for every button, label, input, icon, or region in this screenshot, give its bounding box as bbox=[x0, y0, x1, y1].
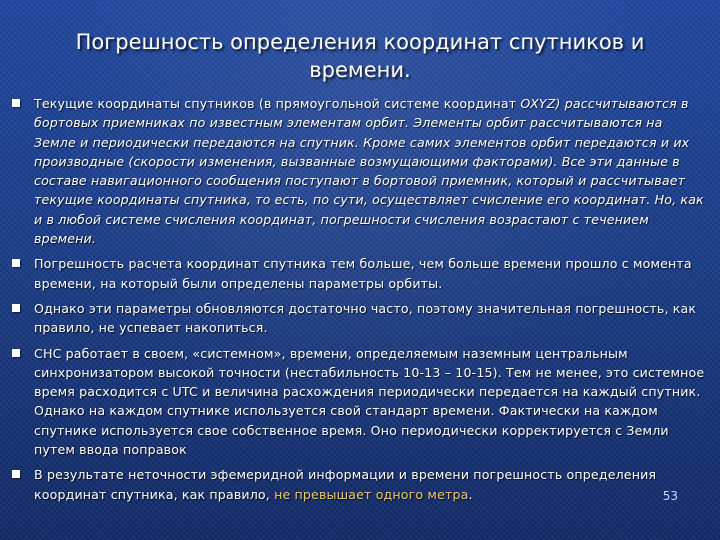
bullet-item bbox=[8, 465, 708, 504]
bullet-text: Однако эти параметры обновляются достаточно часто, поэтому значительная погрешность, как правило, не успевает накопиться. bbox=[34, 300, 697, 336]
slide-number: 53 bbox=[662, 489, 678, 503]
bullet-text: Текущие координаты спутников (в прямоугольной системе координат bbox=[34, 96, 521, 111]
square-bullet-icon bbox=[12, 470, 20, 478]
square-bullet-icon bbox=[12, 259, 20, 267]
slide-title: Погрешность определения координат спутников и времени. bbox=[75, 30, 645, 82]
bullet-text-italic: OXYZ) рассчитываются в бортовых приемниках по известным элементам орбит. Элементы орбит рассчитываются на Земле и периодически передаются на спутник. Кроме самих элементов орбит передаются и их производные (скорости изменения, вызванные возмущающими факторами). Все эти данные в составе навигационного сообщения поступают в бортовой приемник, который и рассчитывает текущие координаты спутника, то есть, по сути, осуществляет счисление его координат. Но, как и в любой системе счисления координат, погрешности счисления возрастают с течением времени. bbox=[34, 96, 704, 247]
highlighted-text: не превышает одного метра bbox=[274, 486, 469, 502]
bullet-item bbox=[8, 254, 708, 293]
square-bullet-icon bbox=[12, 99, 20, 107]
bullet-text: СНС работает в своем, «системном», времени, определяемым наземным центральным синхронизатором высокой точности (нестабильность 10-13 – 10-15). Тем не менее, это системное время расходится с UTC и величина расхождения периодически передается на каждый спутник. Однако на каждом спутнике используется свой стандарт времени. Фактически на каждом спутнике используется свое собственное время. Оно периодически корректируется с Земли путем ввода поправок bbox=[34, 345, 705, 458]
bullet-item bbox=[8, 344, 708, 460]
bullet-text-end: . bbox=[468, 486, 473, 502]
square-bullet-icon bbox=[12, 304, 20, 312]
bullet-text: Погрешность расчета координат спутника тем больше, чем больше времени прошло с момента времени, на который были определены параметры орбиты. bbox=[34, 256, 692, 291]
bullet-text: В результате неточности эфемеридной информации и времени погрешность определения координат спутника, как правило, bbox=[34, 467, 657, 502]
bullet-item bbox=[8, 94, 708, 248]
bullet-list bbox=[8, 94, 708, 510]
square-bullet-icon bbox=[12, 349, 20, 357]
bullet-item bbox=[8, 299, 708, 338]
